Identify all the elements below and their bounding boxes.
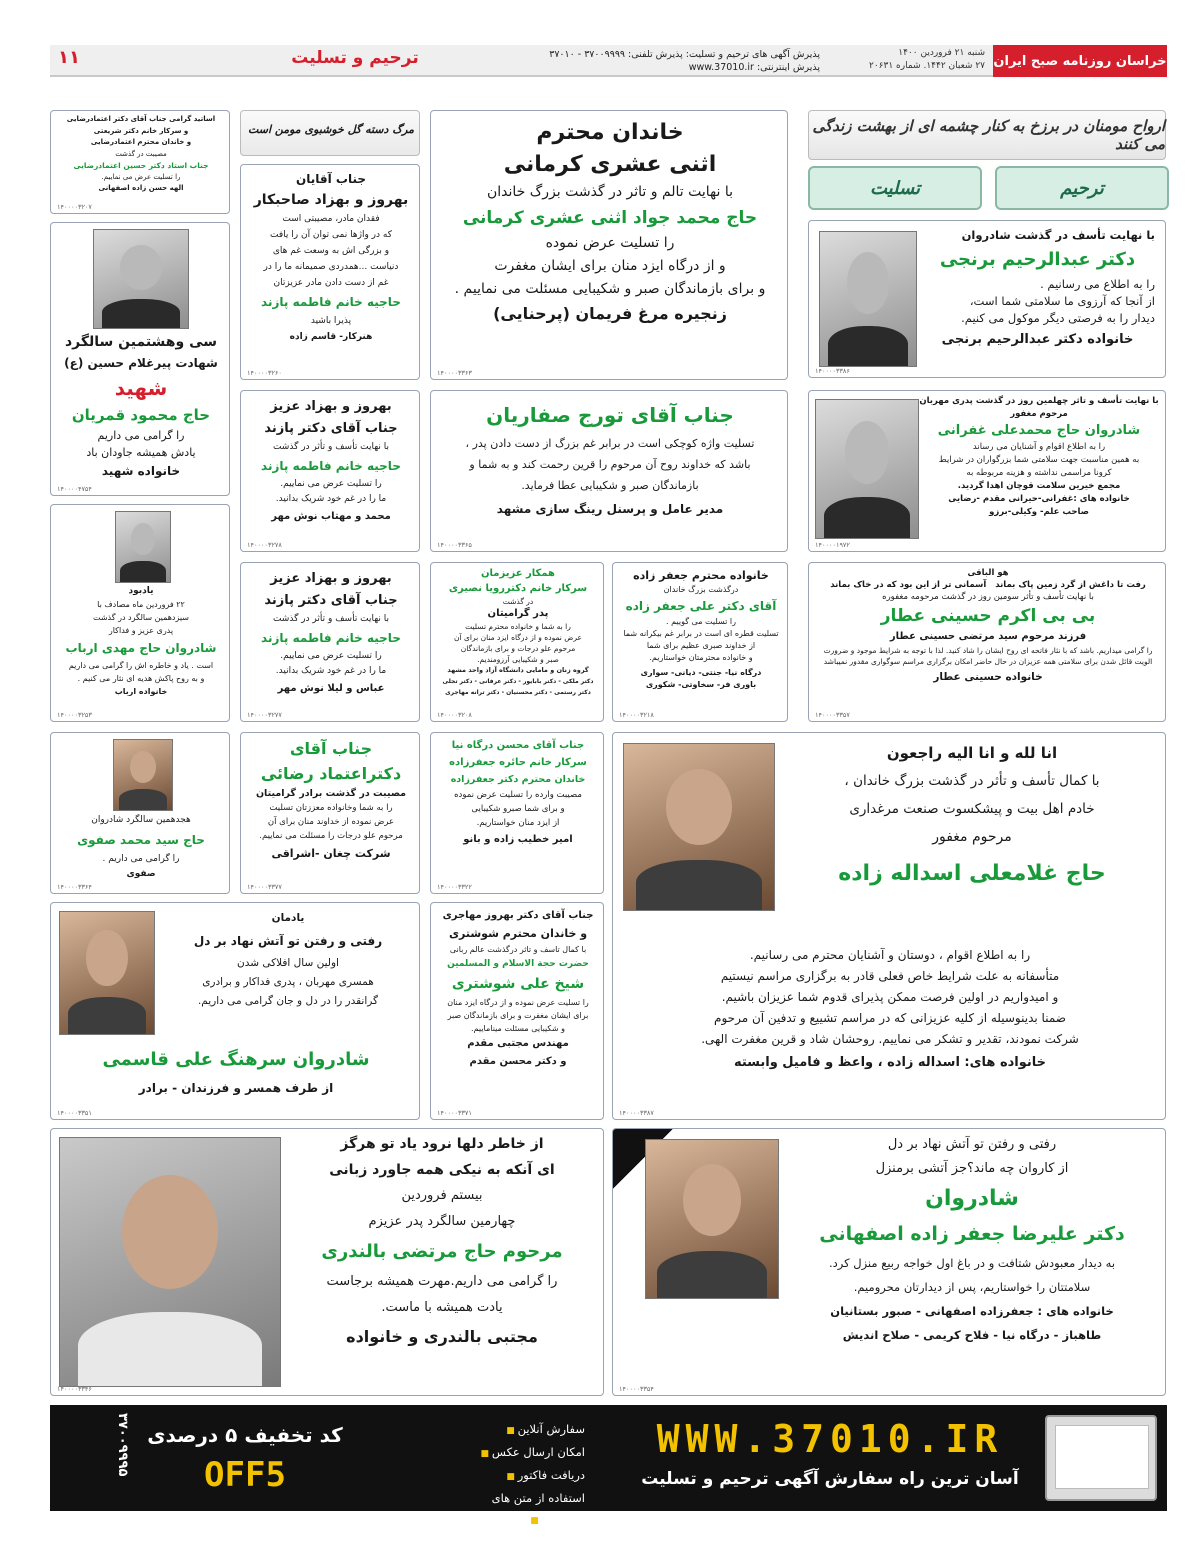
tab-tasliyat[interactable]: تسلیت: [808, 166, 982, 210]
deceased-name: شیخ علی شوشتری: [451, 976, 585, 992]
ad-code: ۱۴۰۰۰۰۳۳۴۶: [57, 1385, 92, 1393]
text-line: تسلیت واژه کوچکی است در برابر غم بزرگ از دست دادن پدر ،: [465, 437, 755, 450]
text-line: و بزرگی اش به وسعت غم های: [272, 246, 390, 256]
text-line: اولین سال افلاکی شدن: [237, 957, 339, 969]
text-line: با نهایت تالم و تاثر در گذشت بزرگ خاندان: [486, 184, 734, 200]
signature: دکتر رستمی - دکتر محسنیان - دکتر ترانه مهاجری: [445, 689, 591, 696]
text-line: است . یاد و خاطره اش را گرامی می داریم: [68, 661, 214, 670]
text-line: شادروان: [925, 1186, 1019, 1211]
ad-code: ۱۴۰۰۰۰۳۳۶۵: [437, 541, 472, 549]
signature: خانواده های :غفرانی-حیرانی مقدم -رضایی: [948, 494, 1130, 504]
notice-asadollahzadeh: [612, 732, 1166, 1120]
text-line: مصیبت وارده را تسلیت عرض نموده: [454, 790, 582, 800]
text-line: هجدهمین سالگرد شادروان: [91, 815, 191, 825]
signature: مجتبی بالندری و خانواده: [346, 1327, 538, 1346]
text-line: را گرامی می داریم: [97, 429, 185, 442]
text-line: و امیدواریم در اولین فرصت ممکن پذیرای قدوم شما عزیزان باشیم.: [721, 990, 1059, 1004]
ad-code: ۱۴۰۰۰۰۱۹۷۲: [815, 541, 850, 549]
notice-header-quote: [240, 110, 420, 156]
ad-code: ۱۴۰۰۰۰۳۳۶۳: [437, 369, 472, 377]
poem-line: رفتی و رفتن تو آتش نهاد بر دل: [887, 1137, 1057, 1152]
signature: خانواده دکتر عبدالرحیم برنجی: [941, 332, 1134, 347]
banner-phone[interactable]: ۳۷۰۰۹۹۹۵: [115, 1413, 130, 1477]
poem-line: ای آنکه به نیکی همه جاورد زبانی: [329, 1162, 555, 1178]
text-line: بهروز و بهزاد عزیز: [270, 399, 392, 414]
text-line: صبر و شکیبایی آرزومندیم.: [477, 655, 559, 664]
text-line: شرکت نمودند، تقدیر و تشکر می نماییم. روحشان شاد و قرین مغفرت الهی.: [701, 1032, 1079, 1046]
text-line: هو الباقی: [967, 568, 1009, 578]
notice-pazand-1: [240, 390, 420, 552]
ad-phone: پذیرش آگهی های ترحیم و تسلیت: پذیرش تلفنی: ۳۷۰۰۹۹۹۹ - ۳۷۰۱۰: [549, 49, 820, 60]
deceased-name: حاج محمود قمریان: [71, 406, 211, 424]
signature: مدیر عامل و پرسنل رینگ سازی مشهد: [496, 502, 724, 516]
deceased-name: حاج محمد جواد اثنی عشری کرمانی: [462, 208, 758, 228]
text-line: بهروز و بهزاد عزیز: [270, 571, 392, 586]
portrait-photo: [645, 1139, 779, 1299]
text-line: را به اطلاع می رسانیم .: [1040, 277, 1155, 291]
signature: مهندس مجتبی مقدم: [467, 1038, 569, 1049]
notice-pazand-2: [240, 562, 420, 722]
text-line: بیستم فروردین: [401, 1188, 483, 1203]
deceased-name: حاجیه خانم فاطمه پازند: [261, 295, 401, 309]
text-line: و برای بازماندگان صبر و شکیبایی مسئلت می نماییم .: [454, 281, 766, 297]
text-line: که در واژها نمی توان آن را یافت: [270, 230, 392, 240]
text-line: جناب آقای دکتر پازند: [264, 421, 398, 436]
text-line: با نهایت تأسف و تأثر در گذشت: [272, 614, 390, 624]
text-line: با نهایت تأسف و تاثر چهلمین روز در گذشت پدری مهربان: [919, 396, 1159, 406]
text-line: چهارمین سالگرد پدر عزیزم: [368, 1214, 516, 1229]
notice-sahebkar: [240, 164, 420, 380]
text-line: باشد که خداوند روح آن مرحوم را قرین رحمت کند و به شما و: [469, 458, 751, 471]
text-line: عرض نموده از خداوند منان برای آن: [267, 817, 395, 827]
text-line: خادم اهل بیت و پیشکسوت صنعت مرغداری: [849, 801, 1095, 817]
calligraphy-heading: ارواح مومنان در برزخ به کنار چشمه ای از بهشت زندگی می کنند: [808, 110, 1166, 160]
text-line: با نهایت تأسف و تأثر در گذشت: [272, 442, 390, 452]
deceased-name: آقای دکتر علی جعفر زاده: [625, 599, 777, 613]
ad-code: ۱۴۰۰۰۰۳۲۷۸: [247, 541, 282, 549]
text-line: را به اطلاع اقوام ، دوستان و آشنایان محترم می رسانیم.: [749, 948, 1031, 962]
text-line: سیزدهمین سالگرد در گذشت: [92, 613, 190, 622]
text-line: در گذشت: [502, 597, 534, 606]
text-line: جناب آقایان: [295, 172, 367, 186]
text-line: گرانقدر را در دل و جان گرامی می داریم.: [197, 995, 379, 1007]
ad-code: ۱۴۰۰۰۰۳۲۷۷: [247, 711, 282, 719]
text-line: را تسلیت عرض می نماییم.: [101, 172, 181, 181]
text-line: را تسلیت عرض نموده و از درگاه ایزد منان: [447, 998, 589, 1007]
poem-line: از کاروان چه ماند؟جز آتشی برمنزل: [875, 1161, 1069, 1176]
ad-code: ۱۴۰۰۰۰۳۳۶۴: [57, 883, 92, 891]
notice-ghofrani: [808, 390, 1166, 552]
feature-list: [455, 1419, 585, 1532]
deceased-name: پدر گرامیتان: [487, 608, 549, 619]
poem-line: رفت تا داغش از گرد زمین پاک بماند آسمانی تر از این بود که در خاک بماند: [830, 580, 1146, 590]
notice-ghamarian: [50, 222, 230, 496]
notice-balandari: [50, 1128, 604, 1396]
text-line: حضرت حجة الاسلام و المسلمین: [447, 959, 589, 969]
text-line: همکار عزیزمان: [481, 568, 555, 579]
notice-arbab: [50, 504, 230, 722]
signature: محمد و مهتاب نوش مهر: [271, 511, 391, 522]
text-line: همسری مهربان ، پدری فداکار و برادری: [202, 976, 374, 988]
text-line: ما را در غم خود شریک بدانید.: [275, 666, 387, 676]
poem-line: رفتی و رفتن تو آتش نهاد بر دل: [193, 934, 383, 948]
text-line: مرحوم علو درجات و برای بازماندگان: [460, 644, 576, 653]
banner-slogan: آسان ترین راه سفارش آگهی ترحیم و تسلیت: [641, 1469, 1019, 1489]
text-line: از آنجا که آرزوی ما سلامتی شما است،: [969, 294, 1155, 308]
notice-ghasemi: [50, 902, 420, 1120]
ad-code: ۱۴۰۰۰۰۳۳۸۶: [815, 367, 850, 375]
notice-safavi: [50, 732, 230, 894]
signature: خانواده شهید: [101, 464, 181, 478]
text-line: به دیدار معبودش شتافت و در باغ اول خواجه ربیع منزل کرد.: [828, 1256, 1116, 1270]
text-line: مصیبت در گذشت برادر گرامیتان: [255, 788, 407, 799]
text-line: و خاندان محترم شوشتری: [448, 927, 588, 940]
date-line-1: شنبه ۲۱ فروردین ۱۴۰۰: [898, 48, 985, 58]
deceased-name: حاج سید محمد صفوی: [77, 833, 205, 847]
deceased-name: شادروان حاج محمدعلی غفرانی: [937, 423, 1141, 438]
text-line: و برای شما صبرو شکیبایی: [471, 804, 565, 814]
date-line-2: ۲۷ شعبان ۱۴۴۲. شماره ۲۰۶۳۱: [869, 61, 985, 71]
text-line: را گرامی میداریم. باشد که با نثار فاتحه ای روح ایشان را شاد کنید. لذا با توجه به شرایط موجود و ضرورت الویت قائل شدن برای سلامتی همه عزیزان در حال حاضر امکان برگزاری مراسم سوگواری مقدور نمیباشد: [823, 646, 1153, 666]
ad-code: ۱۴۰۰۰۰۳۲۰۸: [437, 711, 472, 719]
page-number: ۱۱: [58, 47, 80, 68]
feature-item: امکان ارسال عکس ■: [455, 1442, 585, 1465]
signature: و دکتر محسن مقدم: [469, 1056, 567, 1067]
text-line: تسلیت قطره ای است در برابر غم بیکرانه شما: [623, 629, 779, 638]
deceased-name: جناب استاد دکتر حسین اعتمادرضایی: [73, 161, 209, 170]
ad-code: ۱۴۰۰۰۰۳۲۶۰: [247, 369, 282, 377]
notice-etemad-rezaei: [50, 110, 230, 214]
portrait-photo: [115, 511, 171, 583]
text-line: اثنی عشری کرمانی: [503, 152, 717, 177]
text-line: جناب آقای دکتر پازند: [264, 593, 398, 608]
text-line: دنیاست ...همدردی صمیمانه ما را در: [263, 262, 399, 272]
signature: صاحب علم- وکیلی-برزو: [989, 507, 1089, 517]
signature: زنجیره مرغ فریمان (پرحنایی): [493, 304, 727, 323]
signature: گروه زنان و مامایی دانشگاه آزاد واحد مشهد: [447, 666, 589, 674]
text-line: ضمنا بدینوسیله از کلیه عزیزانی که در مراسم تشییع و تدفین آن مرحوم: [714, 1011, 1066, 1025]
notice-saffarian: [430, 390, 788, 552]
signature: از طرف همسر و فرزندان - برادر: [138, 1081, 334, 1095]
deceased-name: دکتر عبدالرحیم برنجی: [939, 249, 1136, 270]
text-line: کرونا مراسمی نداشته و هزینه مربوطه به: [966, 468, 1112, 478]
text-line: فقدان مادر، مصیبتی است: [282, 214, 380, 224]
text-line: ما را در غم خود شریک بدانید.: [275, 494, 387, 504]
ad-web[interactable]: پذیرش اینترنتی: www.37010.ir: [688, 62, 820, 73]
text-line: برای ایشان مغفرت و برای بازماندگان صبر: [447, 1011, 589, 1020]
text-line: و خانواده محترمتان خواستاریم.: [649, 653, 753, 662]
deceased-name: شادروان سرهنگ علی قاسمی: [102, 1049, 370, 1070]
text-line: فرزند مرحوم سید مرتضی حسینی عطار: [889, 631, 1087, 642]
dateline: [869, 47, 985, 73]
tab-tarhim[interactable]: ترحیم: [995, 166, 1169, 210]
text-line: جناب آقای دکتر بهروز مهاجری: [442, 910, 594, 921]
signature: دکتر ملکی - دکتر بابایور - دکتر عرفانی - دکتر تجلی: [442, 678, 594, 685]
ad-code: ۱۴۰۰۰۰۳۲۱۸: [619, 711, 654, 719]
text-line: و شکیبایی مسئلت میناماییم.: [471, 1024, 565, 1033]
text-line: را به شما وخانواده معززتان تسلیت: [269, 803, 393, 813]
text-line: مجمع خیرین سلامت قوچان اهدا گردید.: [957, 481, 1121, 491]
text-line: بازماندگان صبر و شکیبایی عطا فرماید.: [521, 479, 699, 492]
text-line: درگذشت بزرگ خاندان: [663, 585, 739, 594]
text-line: سلامتتان را خواستاریم، پس از دیدارتان محروميم.: [853, 1280, 1091, 1294]
text-line: با کمال تأسف و تأثر در گذشت بزرگ خاندان ،: [844, 773, 1100, 789]
portrait-photo: [623, 743, 775, 911]
text-line: سرکار خانم حائره جعفرزاده: [449, 757, 587, 768]
portrait-photo: [93, 229, 189, 329]
notice-dargahnia: [430, 732, 604, 894]
device-mockup: [1045, 1415, 1157, 1501]
text-line: با کمال تاسف و تاثر درگذشت عالم ربانی: [449, 945, 587, 954]
deceased-name: دکتر علیرضا جعفر زاده اصفهانی: [819, 1223, 1125, 1245]
text-line: انا لله و انا الیه راجعون: [886, 744, 1058, 762]
signature: درگاه نیا- جنتی- دیانی- سواری: [640, 668, 762, 677]
portrait-photo: [59, 1137, 281, 1387]
text-line: به همین مناسبت جهت سلامتی شما بزرگواران در شرایط: [938, 455, 1140, 465]
feature-item: استفاده از متن های پیشنهادی ■: [455, 1488, 585, 1532]
text-line: و از درگاه ایزد منان برای ایشان مغفرت: [494, 258, 726, 274]
signature: صفوی: [126, 869, 156, 879]
text-line: سی وهشتمین سالگرد: [64, 334, 218, 350]
banner-url[interactable]: WWW.37010.IR: [656, 1417, 1004, 1461]
text-line: عرض نموده و از درگاه ایزد منان برای آن: [454, 633, 582, 642]
text-line: جناب آقای: [289, 739, 373, 758]
feature-item: سفارش آنلاین ■: [455, 1419, 585, 1442]
deceased-name: بی بی اکرم حسینی عطار: [880, 606, 1096, 626]
text-line: یادش همیشه جاودان باد: [86, 446, 196, 459]
signature: عباس و لیلا نوش مهر: [277, 683, 385, 694]
text-line: بهروز و بهزاد صاحبکار: [253, 192, 409, 208]
quote-text: مرگ دسته گل خوشبوی مومن است: [247, 123, 415, 136]
portrait-photo: [819, 231, 917, 367]
signature: الهه حسن زاده اصفهانی: [98, 184, 184, 192]
signature: خانواده های : جعفرزاده اصفهانی - صبور بستانیان: [830, 1304, 1114, 1318]
signature: شرکت چغان -اشراقی: [271, 847, 391, 860]
recipient-name: دکتراعتماد رضائی: [260, 764, 402, 783]
text-line: را گرامی می داریم.مهرت همیشه برجاست: [326, 1274, 558, 1289]
text-line: پدری عزیز و فداکار: [108, 626, 174, 635]
notice-rezaei: [240, 732, 420, 894]
text-line: را تسلیت عرض می نماییم.: [280, 651, 382, 661]
deceased-name: مرحوم حاج مرتضی بالندری: [321, 1241, 563, 1262]
text-line: پذیرا باشید: [310, 316, 352, 326]
signature: خانواده ارباب: [114, 687, 168, 696]
deceased-name: حاج غلامعلی اسداله زاده: [838, 861, 1106, 886]
ad-code: ۱۴۰۰۰۰۴۷۵۴: [57, 485, 92, 493]
signature: امیر خطیب زاده و بانو: [463, 834, 573, 845]
text-line: را گرامی می داریم .: [102, 854, 180, 864]
portrait-photo: [59, 911, 155, 1035]
text-line: با نهایت تأسف در گذشت شادروان: [961, 228, 1155, 242]
notice-esna-ashari: [430, 110, 788, 380]
notice-shooshtari: [430, 902, 604, 1120]
signature: خانواده های: اسداله زاده ، واعظ و فامیل وابسته: [733, 1055, 1047, 1070]
discount-code: OFF5: [204, 1455, 286, 1495]
text-line: جناب آقای محسن درگاه نیا: [451, 740, 585, 751]
section-title: ترحیم و تسلیت: [291, 48, 419, 68]
text-line: خاندان محترم دکتر جعفرزاده: [450, 774, 586, 785]
text-line: و به روح پاکش هدیه ای نثار می کنیم .: [77, 674, 205, 683]
text-line: مرحوم علو درجات را مسئلت می نماییم.: [259, 831, 403, 841]
ad-code: ۱۴۰۰۰۰۳۳۸۷: [619, 1109, 654, 1117]
text-line: خاندان محترم: [536, 120, 684, 145]
text-line: از خداوند صبری عظیم برای شما: [646, 641, 756, 650]
text-line: دیدار را به فرصتی دیگر موکول می کنیم.: [961, 311, 1155, 325]
text-line: خانواده محترم جعفر زاده: [633, 569, 769, 582]
notice-hosseini-attar: [808, 562, 1166, 722]
text-line: سرکار خانم دکتررویا نصیری: [448, 583, 588, 594]
page-header: [50, 45, 1167, 77]
ad-code: ۱۴۰۰۰۰۳۲۰۷: [57, 203, 92, 211]
ad-code: ۱۴۰۰۰۰۳۲۵۳: [57, 711, 92, 719]
notice-nasiri: [430, 562, 604, 722]
poem-line: از خاطر دلها نرود یاد تو هرگز: [340, 1136, 544, 1152]
text-line: را به شما و خانواده محترم تسلیت: [465, 622, 571, 631]
discount-label: کد تخفیف ۵ درصدی: [147, 1423, 343, 1447]
text-line: غم از دست دادن مادر عزیزتان: [273, 278, 389, 288]
ad-code: ۱۴۰۰۰۰۳۳۲۲: [437, 883, 472, 891]
portrait-photo: [113, 739, 173, 811]
deceased-name: حاجیه خانم فاطمه پازند: [261, 631, 401, 645]
signature: هنرکار- قاسم زاده: [289, 332, 373, 342]
ad-code: ۱۴۰۰۰۰۳۳۵۱: [57, 1109, 92, 1117]
notice-borenji: [808, 220, 1166, 378]
ad-code: ۱۴۰۰۰۰۳۳۷۷: [247, 883, 282, 891]
recipient-name: جناب آقای تورج صفاریان: [486, 403, 734, 427]
promo-banner: [50, 1405, 1167, 1526]
text-line: ۲۲ فروردین ماه مصادف با: [97, 600, 185, 609]
text-line: مصیبت در گذشت: [115, 149, 167, 158]
ad-info: [420, 48, 820, 74]
text-line: یادمان: [271, 912, 305, 924]
text-line: با نهایت تأسف و تأثر سومین روز در گذشت مرحومه مغفوره: [882, 592, 1094, 602]
ad-code: ۱۴۰۰۰۰۳۳۷۱: [437, 1109, 472, 1117]
text-line: را تسلیت عرض می نماییم.: [280, 479, 382, 489]
notice-jafarzadeh-esfahani: [612, 1128, 1166, 1396]
martyr-label: شهید: [114, 376, 168, 400]
text-line: را به اطلاع اقوام و آشنایان می رساند: [972, 442, 1106, 452]
text-line: یادت همیشه با ماست.: [381, 1300, 503, 1315]
text-line: یادبود: [128, 586, 154, 596]
text-line: مرحوم مغفور: [932, 829, 1012, 845]
deceased-name: حاجیه خانم فاطمه پازند: [261, 459, 401, 473]
text-line: را تسلیت عرض نموده: [545, 235, 675, 251]
deceased-name: شادروان حاج مهدی ارباب: [65, 641, 217, 655]
text-line: را تسلیت می گوییم .: [666, 617, 736, 626]
notice-jafarzadeh-family: [612, 562, 788, 722]
portrait-photo: [815, 399, 919, 539]
signature: باوری فر- سخاوتی- شکوری: [645, 680, 757, 689]
signature: خانواده حسینی عطار: [933, 671, 1043, 683]
text-line: اساتید گرامی جناب آقای دکتر اعتمادرضایی: [66, 115, 216, 123]
feature-item: دریافت فاکتور ■: [455, 1465, 585, 1488]
ad-code: ۱۴۰۰۰۰۳۳۵۷: [815, 711, 850, 719]
text-line: و سرکار خانم دکتر شریعتی: [93, 126, 189, 135]
ad-code: ۱۴۰۰۰۰۳۳۵۴: [619, 1385, 654, 1393]
text-line: متأسفانه به علت شرایط خاص فعلی قادر به برگزاری مراسم نیستیم: [720, 969, 1060, 983]
text-line: مرحوم مغفور: [1010, 409, 1068, 419]
signature: طاهباز - درگاه نیا - فلاح کریمی - صلاح اندیش: [842, 1328, 1102, 1342]
newspaper-logo: خراسان روزنامه صبح ایران: [993, 45, 1167, 77]
text-line: و خاندان محترم اعتمادرضایی: [90, 138, 192, 146]
text-line: از ایزد منان خواستاریم.: [476, 818, 560, 828]
text-line: شهادت پیرغلام حسین (ع): [64, 356, 218, 370]
